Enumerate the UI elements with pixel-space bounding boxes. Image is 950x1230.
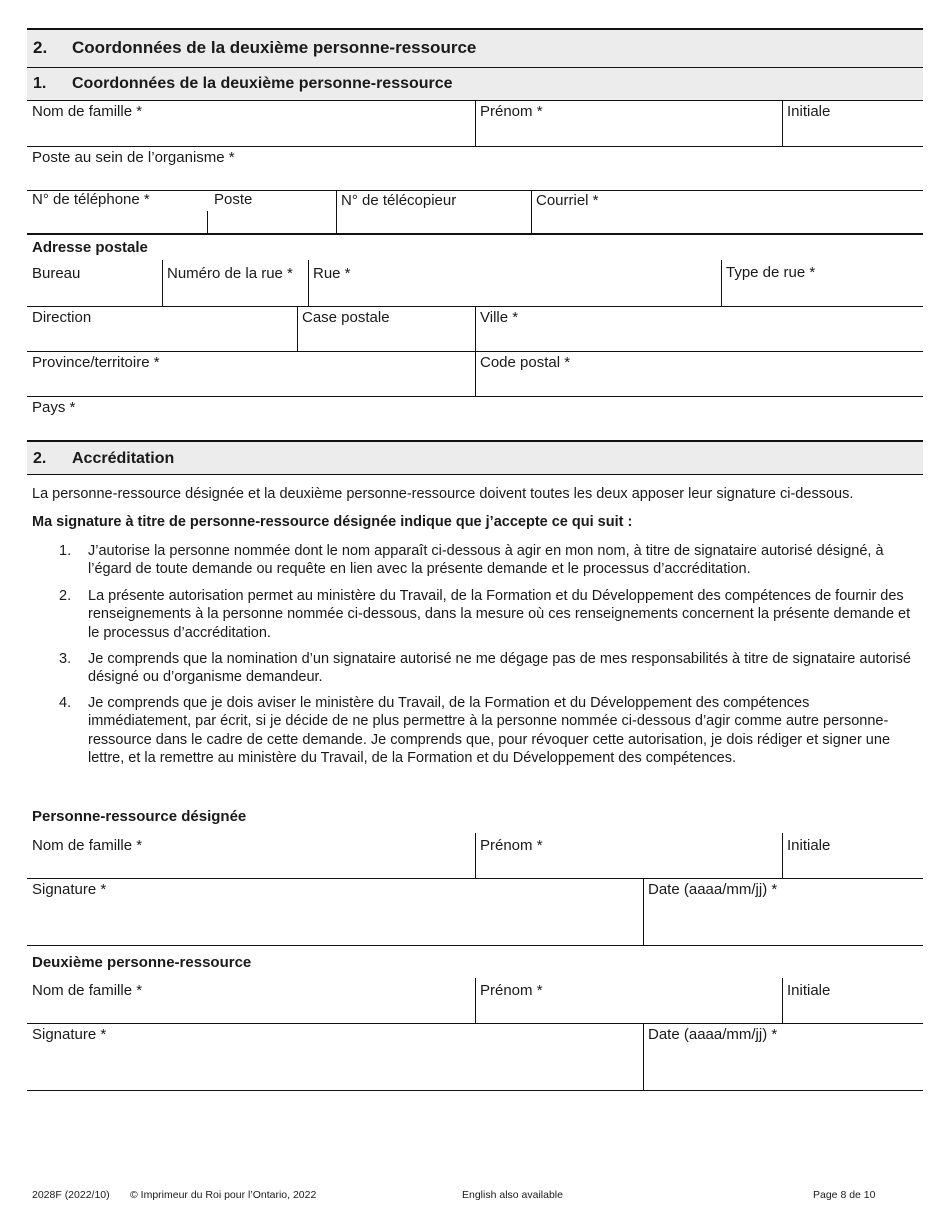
field-label: Initiale [787,982,831,999]
second-name-row [27,978,923,1024]
section-number: 2. [33,450,47,467]
postal-code-field[interactable] [475,352,923,396]
city-field[interactable] [475,307,923,351]
address-title: Adresse postale [32,239,148,256]
designated-title: Personne-ressource désignée [32,808,247,825]
designated-last-name-field[interactable] [27,833,476,878]
field-label: Prénom * [480,837,543,854]
field-label: Nom de famille * [32,982,143,999]
email-field[interactable] [531,191,923,233]
field-label: Nom de famille * [32,837,143,854]
designated-first-name-field[interactable] [475,833,783,878]
fax-field[interactable] [336,191,532,233]
street-field[interactable] [308,260,722,306]
field-label: Case postale [302,309,390,326]
list-text: J’autorise la personne nommée dont le nom apparaît ci-dessous à agir en mon nom, à titre de signataire autorisé désigné, à l’égard de toute demande ou requête en lien avec la présente demande et le processus d’accréditation. [88,543,884,578]
list-text: Je comprends que je dois aviser le ministère du Travail, de la Formation et du Développement des compétences immédiatement, par écrit, si je décide de ne plus permettre à la personne nommée ci-dessous d’agir comme autre personne-ressource dans le cadre de cette demande. Je comprends que, pour révoquer cette autorisation, je dois rédiger et signer une lettre, et la remettre au ministère du Travail, de la Formation et du Développement des compétences. [88,695,891,766]
page-number: Page 8 de 10 [813,1189,876,1201]
section-title: Accréditation [72,450,175,467]
field-label: N° de télécopieur [341,192,457,209]
second-last-name-field[interactable] [27,978,476,1023]
field-label: Signature * [32,881,107,898]
field-label: Code postal * [480,354,571,371]
field-label: Prénom * [480,982,543,999]
province-field[interactable] [27,352,476,396]
copyright: © Imprimeur du Roi pour l’Ontario, 2022 [130,1189,317,1201]
list-number: 1. [59,543,72,559]
phone-field[interactable] [27,191,208,233]
section-header-2 [27,440,923,475]
second-initial-field[interactable] [782,978,923,1023]
list-text: La présente autorisation permet au ministère du Travail, de la Formation et du Développement des compétences de fournir des renseignements à la personne nommée ci-dessous, dans la mesure où ces renseignements concernent la présente demande et le processus d’accréditation. [88,588,911,641]
field-label: Rue * [313,265,351,282]
english-available: English also available [462,1189,563,1201]
field-label: Poste [214,191,253,208]
field-label: Initiale [787,837,831,854]
direction-field[interactable] [27,307,298,351]
office-field[interactable] [27,260,163,306]
field-label: Pays * [32,399,76,416]
list-number: 3. [59,651,72,667]
initial-field[interactable] [782,101,923,146]
field-label: Direction [32,309,92,326]
second-signature-field[interactable] [27,1024,644,1090]
second-contact-title: Deuxième personne-ressource [32,954,252,971]
address-city-row [27,307,923,352]
list-text: Je comprends que la nomination d’un signataire autorisé ne me dégage pas de mes responsabilités à titre de signataire autorisé désigné ou d’organisme demandeur. [88,651,911,686]
address-street-row [27,260,923,307]
field-label: Type de rue * [726,264,816,281]
field-label: N° de téléphone * [32,191,150,208]
list-number: 2. [59,588,72,604]
form-id: 2028F (2022/10) [32,1189,110,1201]
second-date-field[interactable] [643,1024,923,1090]
street-type-field[interactable] [721,260,923,306]
field-label: Poste au sein de l’organisme * [32,149,235,166]
section-title: Coordonnées de la deuxième personne-ressource [72,75,453,92]
second-signature-row [27,1024,923,1091]
second-first-name-field[interactable] [475,978,783,1023]
designated-name-row [27,833,923,879]
field-label: Courriel * [536,192,599,209]
section-header-main [27,28,923,68]
last-name-field[interactable] [27,101,476,146]
country-row [27,397,923,441]
field-label: Nom de famille * [32,103,143,120]
section-number: 2. [33,38,48,57]
field-label: Ville * [480,309,519,326]
field-label: Bureau [32,265,81,282]
phone-row [27,191,923,235]
field-label: Prénom * [480,103,543,120]
field-label: Date (aaaa/mm/jj) * [648,881,778,898]
accreditation-lead: Ma signature à titre de personne-ressource désignée indique que j’accepte ce qui suit : [32,514,633,530]
field-label: Date (aaaa/mm/jj) * [648,1026,778,1043]
extension-field[interactable] [207,191,337,233]
designated-signature-row [27,879,923,946]
po-box-field[interactable] [297,307,476,351]
first-name-field[interactable] [475,101,783,146]
field-label: Signature * [32,1026,107,1043]
position-row [27,147,923,191]
section-number: 1. [33,75,47,92]
field-label: Province/territoire * [32,354,160,371]
section-header-1 [27,67,923,101]
contact-name-row [27,101,923,147]
section-title: Coordonnées de la deuxième personne-ressource [72,38,477,57]
field-label: Numéro de la rue * [167,265,293,282]
address-province-row [27,352,923,397]
field-label: Initiale [787,103,831,120]
designated-date-field[interactable] [643,879,923,945]
accreditation-intro: La personne-ressource désignée et la deuxième personne-ressource doivent toutes les deux apposer leur signature ci-dessous. [32,486,854,502]
country-field[interactable] [27,397,923,441]
designated-signature-field[interactable] [27,879,644,945]
position-field[interactable] [27,147,923,190]
designated-initial-field[interactable] [782,833,923,878]
list-number: 4. [59,695,72,711]
street-number-field[interactable] [162,260,309,306]
